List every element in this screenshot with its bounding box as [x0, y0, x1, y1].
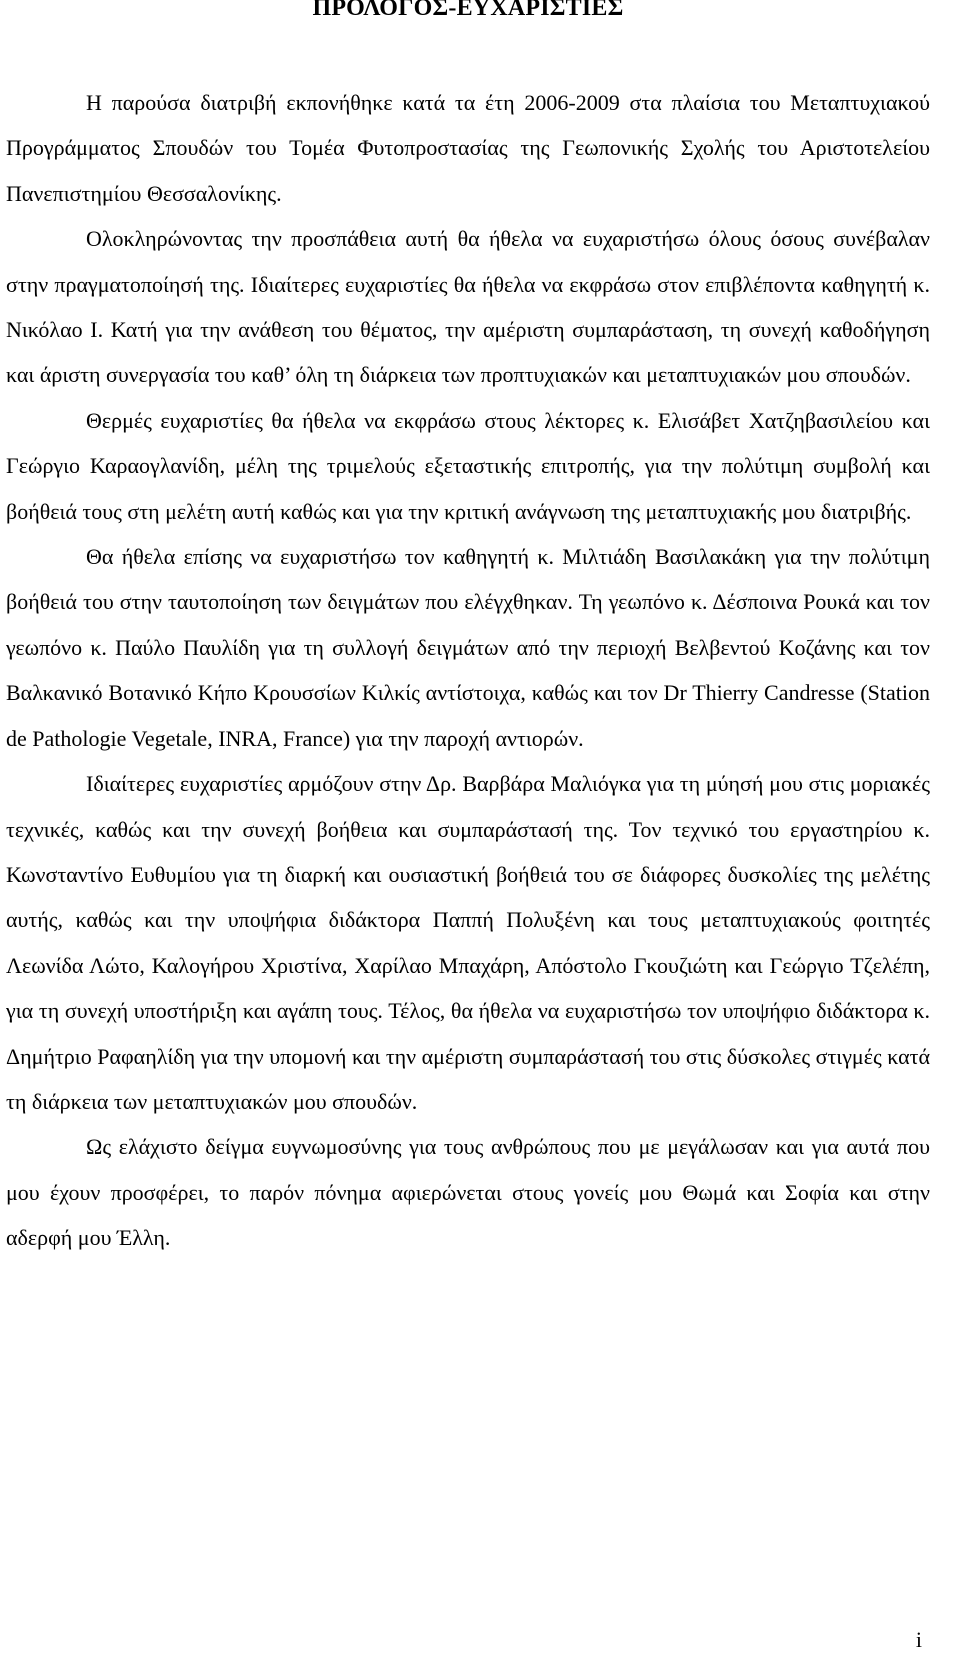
paragraph-dedication: Ως ελάχιστο δείγμα ευγνωμοσύνης για τους ανθρώπους που με μεγάλωσαν και για αυτά που μου έχουν προσφέρει, το παρόν πόνημα αφιερώνεται στους γονείς μου Θωμά και Σοφία και στην αδερφή μου Έλλη. [6, 1134, 930, 1251]
paragraph-collaborators-thanks: Θα ήθελα επίσης να ευχαριστήσω τον καθηγητή κ. Μιλτιάδη Βασιλακάκη για την πολύτιμη βοήθειά του στην ταυτοποίηση των δειγμάτων που ελέγχθηκαν. Τη γεωπόνο κ. Δέσποινα Ρουκά και τον γεωπόνο κ. Παύλο Παυλίδη για τη συλλογή δειγμάτων από την περιοχή Βελβεντού Κοζάνης και τον Βαλκανικό Βοτανικό Κήπο Κρουσσίων Κιλκίς αντίστοιχα, καθώς και τον Dr Thierry Candresse (Station de Pathologie Vegetale, INRA, France) για την παροχή αντιορών. [6, 544, 930, 751]
paragraph-intro: Η παρούσα διατριβή εκπονήθηκε κατά τα έτη 2006-2009 στα πλαίσια του Μεταπτυχιακού Προγράμματος Σπουδών του Τομέα Φυτοπροστασίας της Γεωπονικής Σχολής του Αριστοτελείου Πανεπιστημίου Θεσσαλονίκης. [6, 90, 930, 206]
paragraph-supervisor-thanks: Ολοκληρώνοντας την προσπάθεια αυτή θα ήθελα να ευχαριστήσω όλους όσους συνέβαλαν στην πραγματοποίησή της. Ιδιαίτερες ευχαριστίες θα ήθελα να εκφράσω στον επιβλέποντα καθηγητή κ. Νικόλαο Ι. Κατή για την ανάθεση του θέματος, την αμέριστη συμπαράσταση, τη συνεχή καθοδήγηση και άριστη συνεργασία του καθ’ όλη τη διάρκεια των προπτυχιακών και μεταπτυχιακών μου σπουδών. [6, 226, 930, 388]
paragraph-lab-thanks: Ιδιαίτερες ευχαριστίες αρμόζουν στην Δρ. Βαρβάρα Μαλιόγκα για τη μύησή μου στις μοριακές τεχνικές, καθώς και την συνεχή βοήθεια και συμπαράστασή της. Τον τεχνικό του εργαστηρίου κ. Κωνσταντίνο Ευθυμίου για τη διαρκή και ουσιαστική βοήθειά του σε διάφορες δυσκολίες της μελέτης αυτής, καθώς και την υποψήφια διδάκτορα Παππή Πολυξένη και τους μεταπτυχιακούς φοιτητές Λεωνίδα Λώτο, Καλογήρου Χριστίνα, Χαρίλαο Μπαχάρη, Απόστολο Γκουζιώτη και Γεώργιο Τζελέπη, για τη συνεχή υποστήριξη και αγάπη τους. Τέλος, θα ήθελα να ευχαριστήσω τον υποψήφιο διδάκτορα κ. Δημήτριο Ραφαηλίδη για την υπομονή και την αμέριστη συμπαράστασή του στις δύσκολες στιγμές κατά τη διάρκεια των μεταπτυχιακών μου σπουδών. [6, 771, 930, 1114]
document-body [6, 80, 930, 1261]
page-number: i [915, 1627, 922, 1652]
paragraph-committee-thanks: Θερμές ευχαριστίες θα ήθελα να εκφράσω στους λέκτορες κ. Ελισάβετ Χατζηβασιλείου και Γεώργιο Καραογλανίδη, μέλη της τριμελούς εξεταστικής επιτροπής, για την πολύτιμη συμβολή και βοήθειά τους στη μελέτη αυτή καθώς και για την κριτική ανάγνωση της μεταπτυχιακής μου διατριβής. [6, 407, 930, 524]
page-title: ΠΡΟΛΟΓΟΣ-ΕΥΧΑΡΙΣΤΙΕΣ [312, 0, 624, 21]
document-page [6, 0, 930, 1261]
